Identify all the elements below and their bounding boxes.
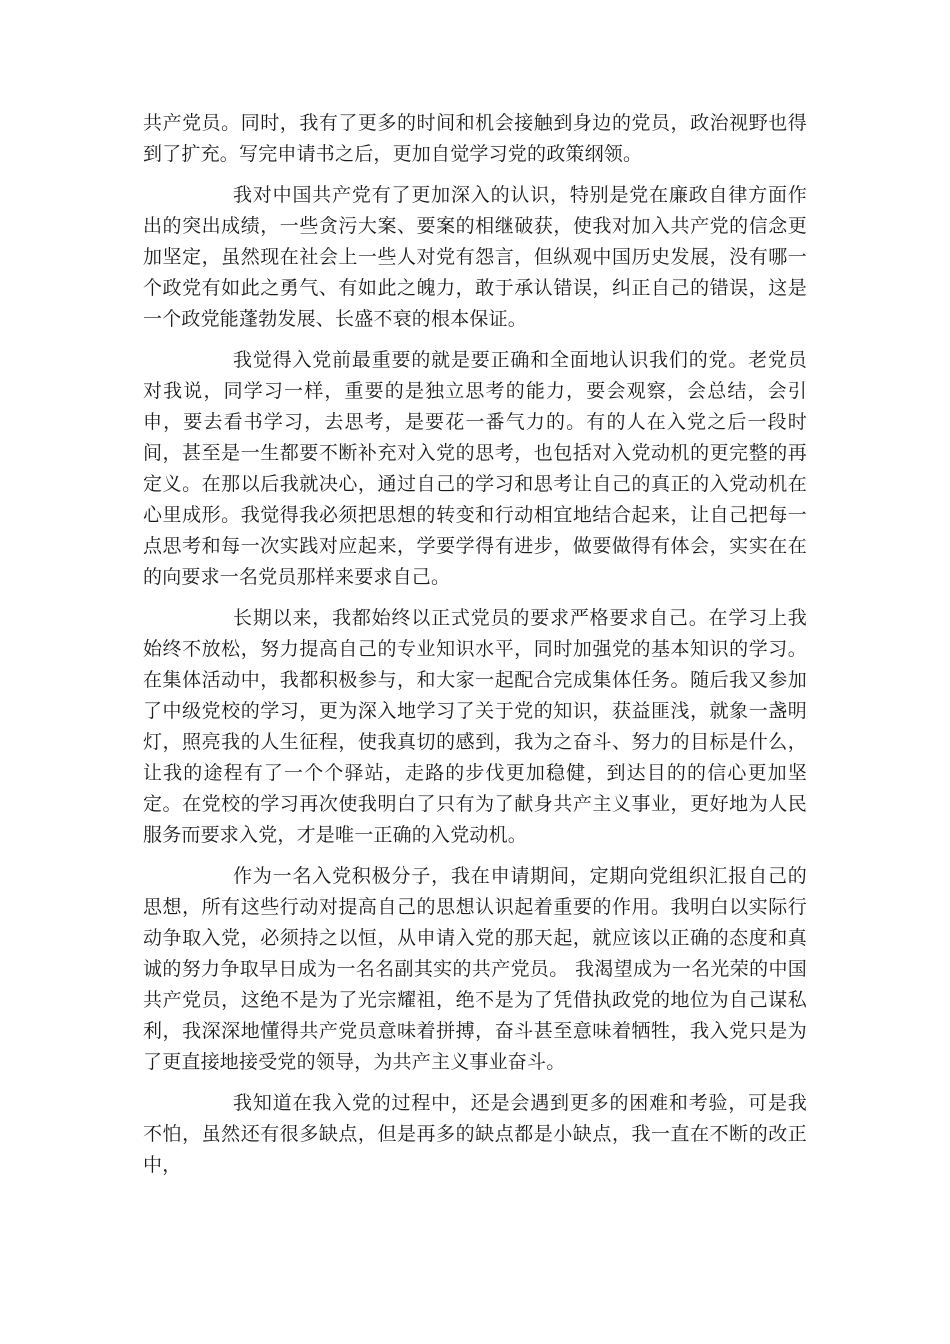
paragraph-5: 作为一名入党积极分子，我在申请期间，定期向党组织汇报自己的思想，所有这些行动对提高自己的思想认识起着重要的作用。我明白以实际行动争取入党，必须持之以恒，从申请入党的那天起，就应该以正确的态度和真诚的努力争取早日成为一名名副其实的共产党员。 我渴望成为一名光荣的中国共产党员，这绝不是为了光宗耀祖，绝不是为了凭借执政党的地位为自己谋私利，我深深地懂得共产党员意味着拼搏，奋斗甚至意味着牺牲，我入党只是为了更直接地接受党的领导，为共产主义事业奋斗。: [143, 865, 807, 1073]
paragraph-1: 共产党员。同时，我有了更多的时间和机会接触到身边的党员，政治视野也得到了扩充。写完申请书之后，更加自觉学习党的政策纲领。: [143, 112, 807, 165]
document-body: [143, 108, 807, 1181]
paragraph-6: 我知道在我入党的过程中，还是会遇到更多的困难和考验，可是我不怕，虽然还有很多缺点，但是再多的缺点都是小缺点，我一直在不断的改正中，: [143, 1092, 807, 1176]
paragraph-3: 我觉得入党前最重要的就是要正确和全面地认识我们的党。老党员对我说，同学习一样，重要的是独立思考的能力，要会观察，会总结，会引申，要去看书学习，去思考，是要花一番气力的。有的人在入党之后一段时间，甚至是一生都要不断补充对入党的思考，也包括对入党动机的更完整的再定义。在那以后我就决心，通过自己的学习和思考让自己的真正的入党动机在心里成形。我觉得我必须把思想的转变和行动相宜地结合起来，让自己把每一点思考和每一次实践对应起来，学要学得有进步，做要做得有体会，实实在在的向要求一名党员那样来要求自己。: [143, 349, 807, 588]
paragraph-4: 长期以来，我都始终以正式党员的要求严格要求自己。在学习上我始终不放松，努力提高自己的专业知识水平，同时加强党的基本知识的学习。在集体活动中，我都积极参与，和大家一起配合完成集体任务。随后我又参加了中级党校的学习，更为深入地学习了关于党的知识，获益匪浅，就象一盏明灯，照亮我的人生征程，使我真切的感到，我为之奋斗、努力的目标是什么，让我的途程有了一个个驿站，走路的步伐更加稳健，到达目的的信心更加坚定。在党校的学习再次使我明白了只有为了献身共产主义事业，更好地为人民服务而要求入党，才是唯一正确的入党动机。: [143, 607, 807, 846]
paragraph-2: 我对中国共产党有了更加深入的认识，特别是党在廉政自律方面作出的突出成绩，一些贪污大案、要案的相继破获，使我对加入共产党的信念更加坚定，虽然现在社会上一些人对党有怨言，但纵观中国历史发展，没有哪一个政党有如此之勇气、有如此之魄力，敢于承认错误，纠正自己的错误，这是一个政党能蓬勃发展、长盛不衰的根本保证。: [143, 184, 807, 330]
